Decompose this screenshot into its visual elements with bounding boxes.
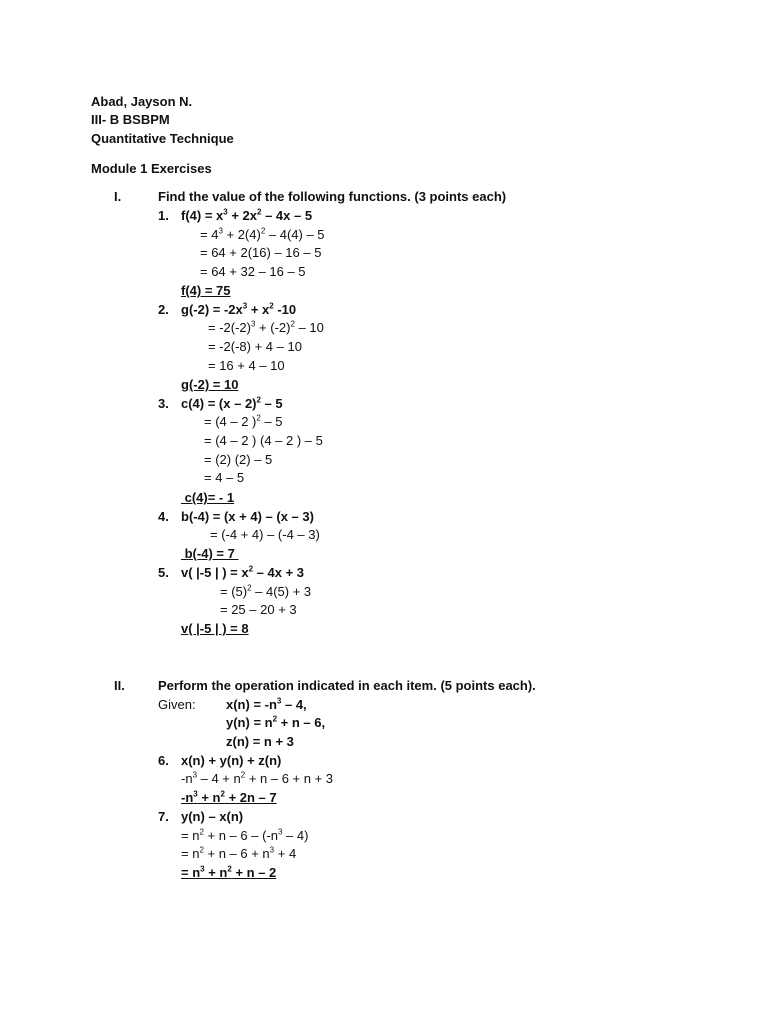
equation-line: = (2) (2) – 5 [204,452,273,467]
equation-line: = $n^2 + n - 6 + n^3 + 4$ [181,845,297,861]
answer-line: b(-4) = 7 [181,546,239,561]
equation-line: = $n^2 + n - 6 - (-n^3 - 4)$ [181,827,309,843]
item-number: 1. [158,208,169,223]
student-section: III- B BSBPM [91,112,170,127]
equation-line: = 64 + 2(16) – 16 – 5 [200,245,322,260]
equation-line: = $4^3 + 2(4)^2 - 4(4) - 5$ [200,226,325,242]
given-line: $y(n) = n^2 + n - 6$, [226,714,326,730]
item-number: 4. [158,509,169,524]
equation-line: = 64 + 32 – 16 – 5 [200,264,306,279]
answer-line: v( |-5 | ) = 8 [181,621,249,636]
equation-line: $f(4) = x^3 + 2x^2 - 4x - 5$ [181,207,313,223]
equation-line: = 4 – 5 [204,470,245,485]
equation-line: = (-4 + 4) – (-4 – 3) [210,527,320,542]
item-number: 6. [158,753,169,768]
equation-line: v( |-5 | ) = $x^2 - 4x + 3$ [181,564,305,580]
equation-line: = $-2(-2)^3 + (-2)^2 - 10$ [208,319,324,335]
answer-line: g(-2) = 10 [181,377,239,392]
part1-numeral: I. [114,189,122,204]
answer-line: f(4) = 75 [181,283,231,298]
equation-line: c(4) = (x – 2)$^2$ – 5 [181,395,283,411]
equation-line: = 16 + 4 – 10 [208,358,285,373]
item-number: 7. [158,809,169,824]
item-number: 2. [158,302,169,317]
equation-line: = $(5)^2 - 4(5) + 3$ [220,583,312,599]
module-title: Module 1 Exercises [91,161,212,176]
answer-line: c(4)= - 1 [181,490,235,505]
equation-line: $g(-2) = -2x^3 + x^2$ -10 [181,301,297,317]
answer-line: = $n^3 + n^2 + n - 2$ [181,864,277,880]
equation-line: x(n) + y(n) + z(n) [181,753,282,768]
subject-title: Quantitative Technique [91,131,234,146]
part2-instruction: Perform the operation indicated in each item. (5 points each). [158,678,536,693]
item-number: 3. [158,396,169,411]
student-name: Abad, Jayson N. [91,94,193,109]
given-label: Given: [158,697,196,712]
equation-line: = (4 – 2 ) (4 – 2 ) – 5 [204,433,323,448]
item-number: 5. [158,565,169,580]
equation-line: = 25 – 20 + 3 [220,602,297,617]
given-line: z(n) = n + 3 [226,734,294,749]
equation-line: = (4 – 2 )$^2$ – 5 [204,413,283,429]
equation-line: y(n) – x(n) [181,809,244,824]
given-line: $x(n) = -n^3 - 4$, [226,696,307,712]
part1-instruction: Find the value of the following functions. (3 points each) [158,189,507,204]
equation-line: = -2(-8) + 4 – 10 [208,339,302,354]
part2-numeral: II. [114,678,125,693]
equation-line: $-n^3 - 4 + n^2 + n - 6 + n + 3$ [181,770,334,786]
equation-line: b(-4) = (x + 4) – (x – 3) [181,509,314,524]
answer-line: $-n^3 + n^2 + 2n - 7$ [181,789,277,805]
